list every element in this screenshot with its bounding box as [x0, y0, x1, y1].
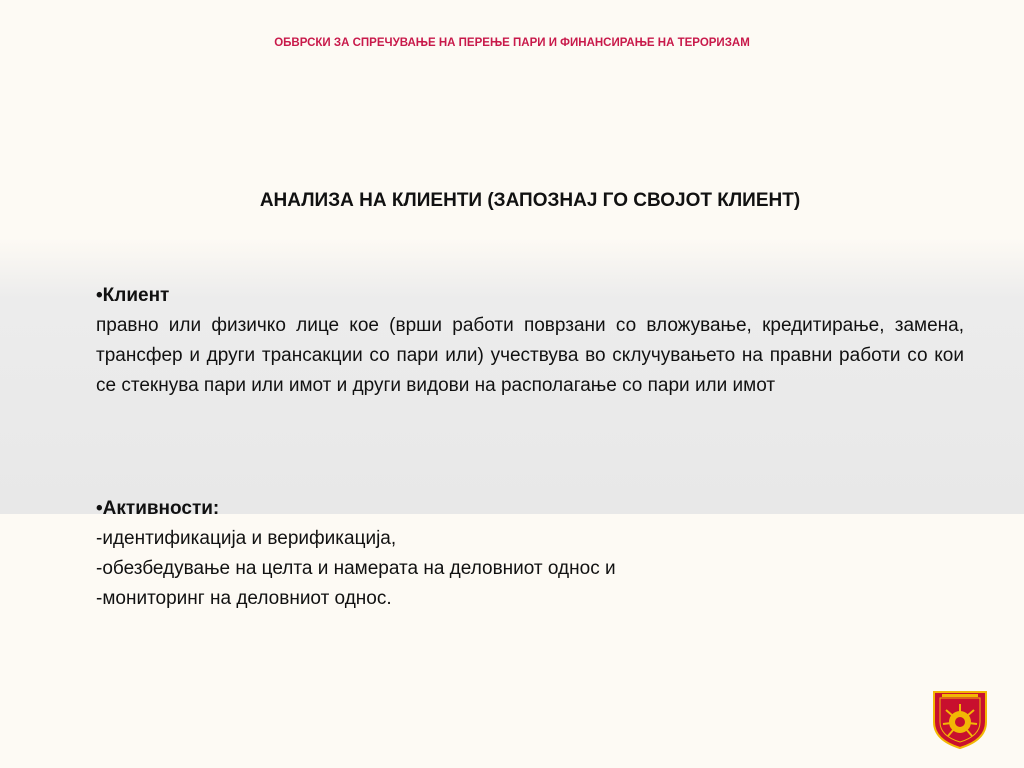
activity-item: -идентификација и верификација, — [96, 528, 397, 549]
activities-heading: •Активности: — [96, 498, 220, 519]
client-section — [96, 281, 964, 401]
client-heading: •Клиент — [96, 285, 170, 306]
activity-item: -мониторинг на деловниот однос. — [96, 588, 392, 609]
party-emblem-icon — [928, 686, 992, 750]
client-definition: правно или физичко лице кое (врши работи поврзани со вложување, кредитирање, замена, трансфер и други трансакции со пари или) учествува во склучувањето на правни работи со кои се стекнува пари или имот и други видови на располагање со пари или имот — [96, 315, 964, 396]
activity-item: -обезбедување на целта и намерата на деловниот однос и — [96, 558, 616, 579]
slide-title: АНАЛИЗА НА КЛИЕНТИ (ЗАПОЗНАЈ ГО СВОЈОТ КЛИЕНТ) — [259, 190, 801, 211]
header-text: ОБВРСКИ ЗА СПРЕЧУВАЊЕ НА ПЕРЕЊЕ ПАРИ И ФИНАНСИРАЊЕ НА ТЕРОРИЗАМ — [274, 37, 750, 49]
activities-section — [96, 494, 964, 614]
